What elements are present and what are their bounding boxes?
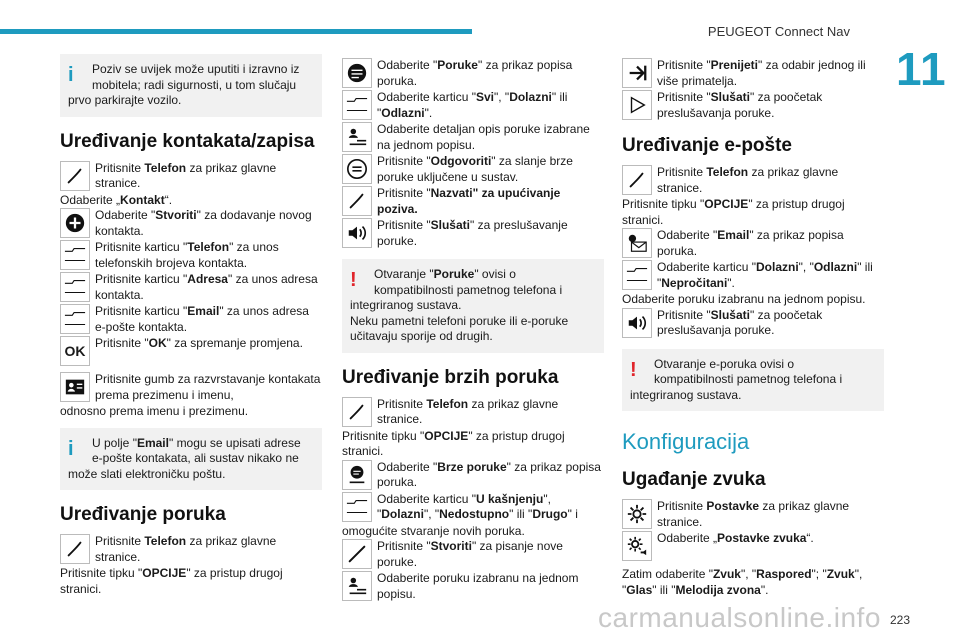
step-row: Pritisnite karticu "Adresa" za unos adresa kontakta. <box>60 272 322 303</box>
quick-messages-icon[interactable] <box>342 460 372 490</box>
step-row: Odaberite karticu "Svi", "Dolazni" ili "Odlazni". <box>342 90 604 121</box>
note-text: prvo parkirajte vozilo. <box>68 93 182 107</box>
step-row: Odaberite "Brze poruke" za prikaz popisa poruka. <box>342 460 604 491</box>
phone-icon[interactable] <box>342 186 372 216</box>
watermark: carmanualsonline.info <box>598 602 881 633</box>
section-title: Uređivanje e-pošte <box>622 135 792 156</box>
pencil-icon[interactable] <box>342 539 372 569</box>
header-title: PEUGEOT Connect Nav <box>707 24 850 39</box>
messages-icon[interactable] <box>342 58 372 88</box>
warning-note: ! Otvaranje e-poruka ovisi o kompatibilnosti pametnog telefona i integriranog sustava. <box>622 349 884 412</box>
warning-icon: ! <box>350 269 357 291</box>
sound-settings-icon[interactable] <box>622 531 652 561</box>
warning-note: ! Otvaranje "Poruke" ovisi o kompatibilnosti pametnog telefona i integriranog sustava. Neku pametni telefoni poruke ili e-poruke učitavaju sporije od drugih. <box>342 259 604 353</box>
message-detail-icon[interactable] <box>342 571 372 601</box>
info-icon: i <box>68 437 74 460</box>
step-row: Odaberite karticu "Dolazni", "Odlazni" ili "Nepročitani". <box>622 260 884 291</box>
step-row: Pritisnite Telefon za prikaz glavne stranice. <box>622 165 884 196</box>
info-icon: i <box>68 64 74 86</box>
add-icon[interactable] <box>60 208 90 238</box>
section-title: Uređivanje brzih poruka <box>342 366 559 388</box>
speaker-icon[interactable] <box>622 308 652 338</box>
ok-icon[interactable]: OK <box>60 336 90 366</box>
step-row: Pritisnite "Nazvati" za upućivanje poziva. <box>342 186 604 217</box>
step-row: Pritisnite "Slušati" za poočetak preslušavanja poruke. <box>622 308 884 339</box>
step-row: Pritisnite "Stvoriti" za pisanje nove poruke. <box>342 539 604 570</box>
tab-icon[interactable] <box>60 240 90 270</box>
reply-icon[interactable] <box>342 154 372 184</box>
phone-icon[interactable] <box>60 534 90 564</box>
phone-icon[interactable] <box>342 397 372 427</box>
chapter-number: 11 <box>896 43 947 95</box>
section-title: Uređivanje kontakata/zapisa <box>60 130 315 152</box>
section-heading: Konfiguracija <box>622 429 750 454</box>
forward-icon[interactable] <box>622 58 652 88</box>
tab-icon[interactable] <box>342 90 372 120</box>
step-row: Pritisnite "Odgovoriti" za slanje brze poruke uključene u sustav. <box>342 154 604 185</box>
message-detail-icon[interactable] <box>342 122 372 152</box>
step-row: Odaberite "Poruke" za prikaz popisa poruka. <box>342 58 604 89</box>
step-row: Pritisnite karticu "Email" za unos adresa e-pošte kontakta. <box>60 304 322 335</box>
tab-icon[interactable] <box>342 492 372 522</box>
email-icon[interactable] <box>622 228 652 258</box>
header-accent-bar <box>0 29 472 34</box>
step-row: Pritisnite "Slušati" za preslušavanje poruke. <box>342 218 604 249</box>
step-row: Pritisnite Postavke za prikaz glavne stranice. <box>622 499 884 530</box>
step-row: Pritisnite "Prenijeti" za odabir jednog ili više primatelja. <box>622 58 884 89</box>
step-row: Pritisnite Telefon za prikaz glavne stranice. <box>342 397 604 428</box>
phone-icon[interactable] <box>60 161 90 191</box>
step-row: Pritisnite Telefon za prikaz glavne stranice. <box>60 161 322 192</box>
step-row: Pritisnite "Slušati" za poočetak preslušavanja poruke. <box>622 90 884 121</box>
warning-icon: ! <box>630 358 637 381</box>
section-title: Ugađanje zvuka <box>622 469 766 490</box>
tab-icon[interactable] <box>60 304 90 334</box>
step-row: Odaberite poruku izabranu na jednom popisu. <box>342 571 604 602</box>
tab-icon[interactable] <box>622 260 652 290</box>
step-row: Odaberite detaljan opis poruke izabrane na jednom popisu. <box>342 122 604 153</box>
column-1: i Poziv se uvijek može uputiti i izravno iz mobitela; radi sigurnosti, u tom slučaju prvo parkirajte vozilo. Uređivanje kontakata/zapisa Pritisnite Telefon za prikaz glavne stranice. Odaberite „Kontakt“. Odaberite "Stvoriti" za dodavanje novog kontakta. Pritisnite karticu "Telefon" za unos telefonskih brojeva kontakta. Pritisnite karticu "Adresa" za unos adresa kontakta. Pritisnite karticu "Email" za unos adresa e-pošte kontakta. OK Pritisnite "OK" za spremanje promjena. Pritisnite gumb za razvrstavanje kontakata prema prezimenu i imenu, odnosno prema imenu i prezimenu. i U polje "Email" mogu se upisati adrese e-pošte kontakata, ali sustav nikako ne može slati elektroničku poštu. Uređivanje poruka Pritisnite Telefon za prikaz glavne stranice. Pritisnite tipku "OPCIJE" za pristup drugoj stranici. <box>60 50 322 597</box>
sort-contacts-icon[interactable] <box>60 372 90 402</box>
info-note: i U polje "Email" mogu se upisati adrese e-pošte kontakata, ali sustav nikako ne može slati elektroničku poštu. <box>60 428 322 491</box>
section-title: Uređivanje poruka <box>60 504 226 525</box>
tab-icon[interactable] <box>60 272 90 302</box>
settings-icon[interactable] <box>622 499 652 529</box>
page-number: 223 <box>889 613 910 627</box>
column-2: Odaberite "Poruke" za prikaz popisa poruka. Odaberite karticu "Svi", "Dolazni" ili "Odlazni". Odaberite detaljan opis poruke izabrane na jednom popisu. Pritisnite "Odgovoriti" za slanje brze poruke uključene u sustav. Pritisnite "Nazvati" za upućivanje poziva. Pritisnite "Slušati" za preslušavanje poruke. ! Otvaranje "Poruke" ovisi o kompatibilnosti pametnog telefona i integriranog sustava. Neku pametni telefoni poruke ili e-poruke učitavaju sporije od drugih. Uređivanje brzih poruka Pritisnite Telefon za prikaz glavne stranice. Pritisnite tipku "OPCIJE" za pristup drugoj stranici. Odaberite "Brze poruke" za prikaz popisa poruka. Odaberite karticu "U kašnjenju", "Dolazni", "Nedostupno" ili "Drugo" i omogućite stvaranje novih poruka. Pritisnite "Stvoriti" za pisanje nove poruke. Odaberite poruku izabranu na jednom popisu. <box>342 58 604 603</box>
step-row: OK Pritisnite "OK" za spremanje promjena. <box>60 336 322 366</box>
note-text: Poziv se uvijek može uputiti i izravno iz mobitela; radi sigurnosti, u tom slučaju <box>92 62 300 92</box>
column-3: Pritisnite "Prenijeti" za odabir jednog ili više primatelja. Pritisnite "Slušati" za poočetak preslušavanja poruke. Uređivanje e-pošte Pritisnite Telefon za prikaz glavne stranice. Pritisnite tipku "OPCIJE" za pristup drugoj stranici. Odaberite "Email" za prikaz popisa poruka. Odaberite karticu "Dolazni", "Odlazni" ili "Nepročitani". Odaberite poruku izabranu na jednom popisu. Pritisnite "Slušati" za poočetak preslušavanja poruke. ! Otvaranje e-poruka ovisi o kompatibilnosti pametnog telefona i integriranog sustava. Konfiguracija Ugađanje zvuka Pritisnite Postavke za prikaz glavne stranice. Odaberite „Postavke zvuka“. Zatim odaberite "Zvuk", "Raspored"; "Zvuk", "Glas" ili "Melodija zvona". <box>622 58 884 598</box>
step-row: Pritisnite Telefon za prikaz glavne stranice. <box>60 534 322 565</box>
phone-icon[interactable] <box>622 165 652 195</box>
step-row: Pritisnite karticu "Telefon" za unos telefonskih brojeva kontakta. <box>60 240 322 271</box>
step-row: Odaberite „Postavke zvuka“. <box>622 531 884 561</box>
step-row: Odaberite "Stvoriti" za dodavanje novog kontakta. <box>60 208 322 239</box>
step-row: Odaberite karticu "U kašnjenju", "Dolazni", "Nedostupno" ili "Drugo" i <box>342 492 604 523</box>
step-row: Odaberite "Email" za prikaz popisa poruka. <box>622 228 884 259</box>
play-icon[interactable] <box>622 90 652 120</box>
speaker-icon[interactable] <box>342 218 372 248</box>
step-row: Pritisnite gumb za razvrstavanje kontakata prema prezimenu i imenu, <box>60 372 322 403</box>
info-note <box>60 54 322 117</box>
